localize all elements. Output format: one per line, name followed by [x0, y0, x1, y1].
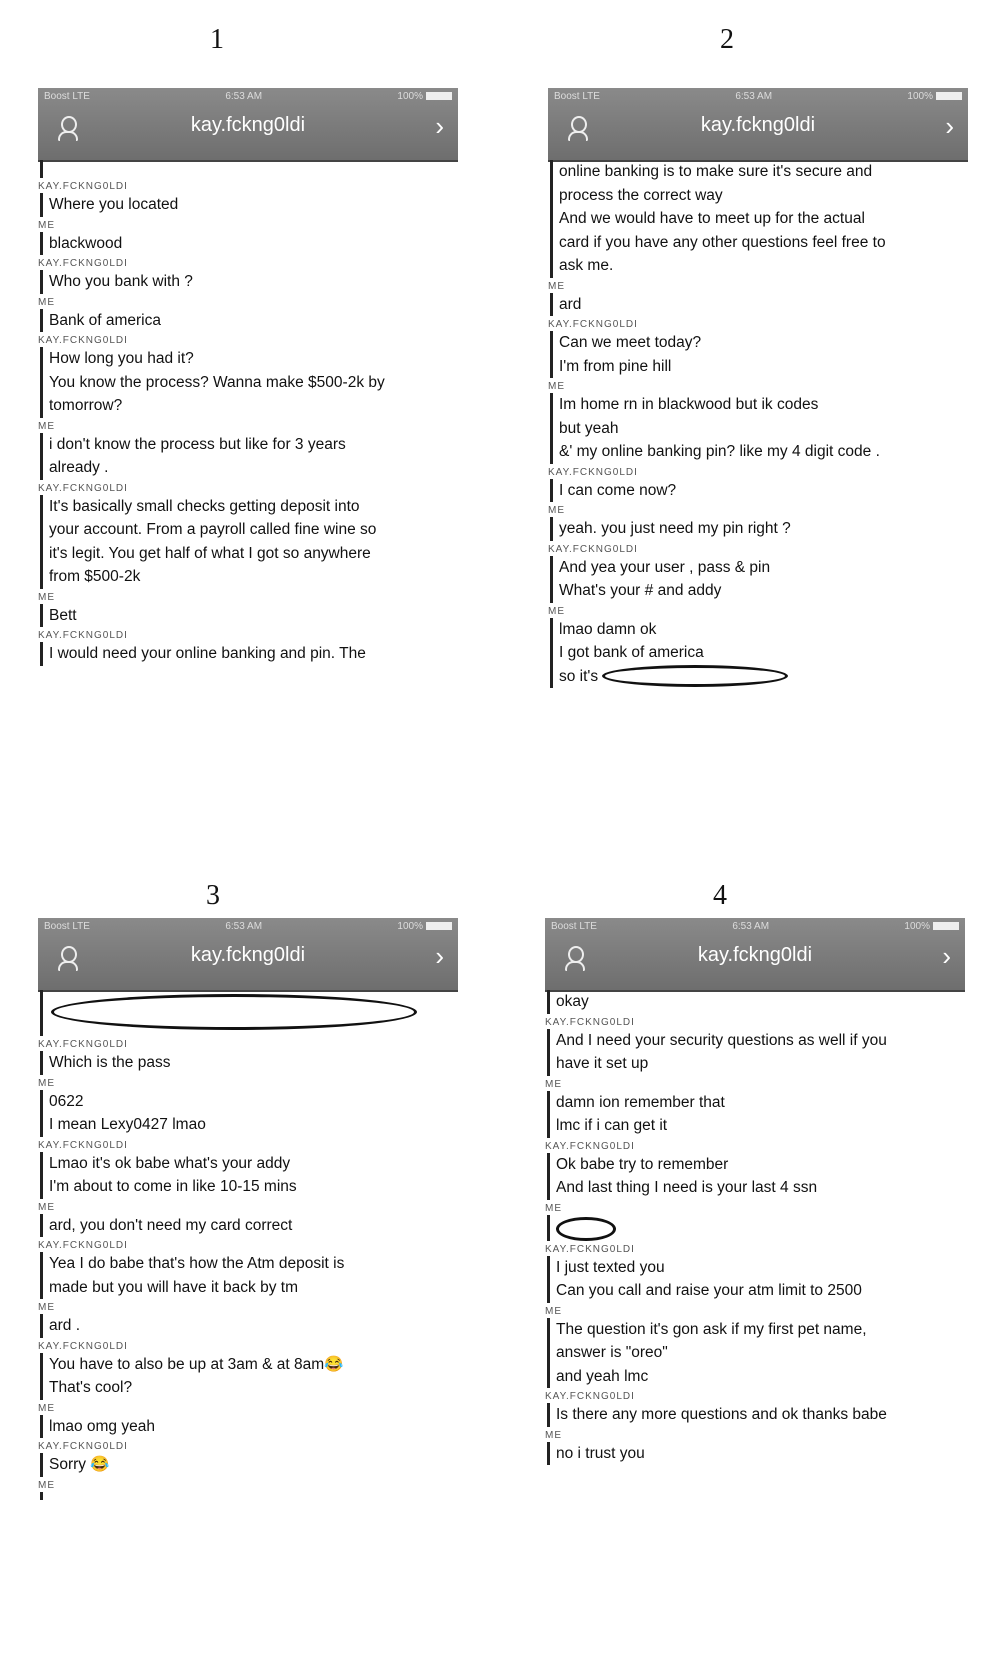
carrier-label: Boost LTE [551, 921, 597, 932]
screenshot-panel-4 [545, 880, 965, 1654]
chat-header [38, 918, 458, 992]
chat-thread [38, 160, 458, 666]
message-bubble: ard . [40, 1314, 458, 1338]
sender-label: KAY.FCKNG0LDI [38, 335, 128, 346]
message-bubble: Lmao it's ok babe what's your addy I'm about to come in like 10-15 mins [40, 1152, 458, 1199]
message-bubble: And yea your user , pass & pin What's your # and addy [550, 556, 968, 603]
sender-label: KAY.FCKNG0LDI [548, 543, 638, 555]
chat-title: kay.fckng0ldi [700, 114, 816, 136]
chevron-right-icon[interactable]: › [945, 111, 954, 141]
sender-label: ME [38, 1302, 55, 1313]
sender-label: ME [545, 1305, 562, 1317]
clock: 6:53 AM [225, 91, 263, 102]
message-bubble: no i trust you [547, 1442, 965, 1466]
battery-icon: 100% [397, 91, 452, 105]
chevron-right-icon[interactable]: › [435, 941, 444, 971]
sender-label: KAY.FCKNG0LDI [545, 1016, 635, 1028]
chevron-right-icon[interactable]: › [942, 941, 951, 971]
message-bubble: How long you had it? You know the process? Wanna make $500-2k by tomorrow? [40, 347, 458, 418]
message-bubble: Which is the pass [40, 1051, 458, 1075]
status-bar [44, 91, 452, 105]
clock: 6:53 AM [732, 921, 770, 932]
message-bubble: The question it's gon ask if my first pet name, answer is "oreo" and yeah lmc [547, 1318, 965, 1389]
battery-icon: 100% [907, 91, 962, 105]
carrier-label: Boost LTE [44, 91, 90, 102]
message-bubble: Can we meet today? I'm from pine hill [550, 331, 968, 378]
message-bubble: Who you bank with ? [40, 270, 458, 294]
screenshot-panel-3 [38, 880, 458, 1654]
chat-thread [548, 160, 968, 688]
message-bubble [547, 1215, 965, 1241]
message-bubble: It's basically small checks getting deposit into your account. From a payroll called fine wine so it's legit. You get half of what I got so anywhere from $500-2k [40, 495, 458, 589]
sender-label: ME [545, 1078, 562, 1090]
sender-label: ME [548, 381, 565, 392]
sender-label: KAY.FCKNG0LDI [38, 630, 128, 641]
message-bubble: ard [550, 293, 968, 317]
sender-label: KAY.FCKNG0LDI [38, 1340, 128, 1352]
message-bubble: online banking is to make sure it's secure and process the correct way And we would have to meet up for the actual card if you have any other questions feel free to ask me. [550, 160, 968, 278]
battery-icon: 100% [904, 921, 959, 935]
message-bubble: Sorry 😂 [40, 1453, 458, 1477]
message-bubble: lmao damn ok I got bank of america so it's [550, 618, 968, 689]
sender-label: KAY.FCKNG0LDI [38, 1039, 128, 1050]
panel-number: 3 [206, 880, 220, 911]
sender-label: ME [38, 219, 55, 231]
message-bubble: i don't know the process but like for 3 years already . [40, 433, 458, 480]
sender-label: ME [548, 505, 565, 516]
sender-label: ME [38, 1201, 55, 1213]
sender-label: KAY.FCKNG0LDI [548, 319, 638, 330]
panel-number: 1 [210, 24, 224, 55]
message-bubble: yeah. you just need my pin right ? [550, 517, 968, 541]
battery-icon: 100% [397, 921, 452, 935]
chat-title: kay.fckng0ldi [190, 944, 306, 966]
sender-label: KAY.FCKNG0LDI [38, 181, 128, 192]
message-bubble: Ok babe try to remember And last thing I need is your last 4 ssn [547, 1153, 965, 1200]
sender-label: ME [38, 296, 55, 308]
message-bubble: Bank of america [40, 309, 458, 333]
carrier-label: Boost LTE [554, 91, 600, 102]
sender-label: ME [38, 1479, 55, 1491]
message-bubble: blackwood [40, 232, 458, 256]
status-bar [554, 91, 962, 105]
panel-number: 4 [713, 880, 727, 911]
sender-label: KAY.FCKNG0LDI [38, 1139, 128, 1151]
chat-header [38, 88, 458, 162]
message-bubble: Where you located [40, 193, 458, 217]
sender-label: KAY.FCKNG0LDI [38, 258, 128, 269]
chevron-right-icon[interactable]: › [435, 111, 444, 141]
message-bubble: ard, you don't need my card correct [40, 1214, 458, 1238]
sender-label: KAY.FCKNG0LDI [548, 466, 638, 478]
sender-label: KAY.FCKNG0LDI [545, 1140, 635, 1152]
message-bubble: You have to also be up at 3am & at 8am😂 That's cool? [40, 1353, 458, 1400]
carrier-label: Boost LTE [44, 921, 90, 932]
sender-label: ME [548, 605, 565, 617]
sender-label: KAY.FCKNG0LDI [38, 1441, 128, 1452]
sender-label: ME [38, 591, 55, 603]
message-bubble: And I need your security questions as well if you have it set up [547, 1029, 965, 1076]
clock: 6:53 AM [735, 91, 773, 102]
sender-label: ME [38, 1402, 55, 1414]
sender-label: ME [545, 1202, 562, 1214]
chat-title: kay.fckng0ldi [190, 114, 306, 136]
chat-header [548, 88, 968, 162]
sender-label: ME [38, 1077, 55, 1089]
sender-label: KAY.FCKNG0LDI [38, 1240, 128, 1251]
redaction-oval [556, 1217, 616, 1241]
chat-thread [38, 990, 458, 1500]
message-bubble: lmao omg yeah [40, 1415, 458, 1439]
redaction-oval [602, 665, 788, 687]
chat-thread [545, 990, 965, 1465]
message-bubble: okay [547, 990, 965, 1014]
message-bubble: damn ion remember that lmc if i can get it [547, 1091, 965, 1138]
sender-label: ME [548, 280, 565, 292]
sender-label: KAY.FCKNG0LDI [545, 1391, 635, 1402]
screenshot-panel-2 [548, 0, 968, 740]
sender-label: ME [38, 420, 55, 432]
message-bubble: Im home rn in blackwood but ik codes but yeah &' my online banking pin? like my 4 digit code . [550, 393, 968, 464]
sender-label: KAY.FCKNG0LDI [38, 482, 128, 494]
sender-label: KAY.FCKNG0LDI [545, 1243, 635, 1255]
chat-header [545, 918, 965, 992]
status-bar [44, 921, 452, 935]
status-bar [551, 921, 959, 935]
panel-number: 2 [720, 24, 734, 55]
message-bubble: Is there any more questions and ok thanks babe [547, 1403, 965, 1427]
message-bubble: Yea I do babe that's how the Atm deposit is made but you will have it back by tm [40, 1252, 458, 1299]
redaction-oval [51, 994, 417, 1030]
screenshot-panel-1 [38, 0, 458, 740]
sender-label: ME [545, 1429, 562, 1441]
message-bubble: I can come now? [550, 479, 968, 503]
chat-title: kay.fckng0ldi [697, 944, 813, 966]
message-bubble: I just texted you Can you call and raise your atm limit to 2500 [547, 1256, 965, 1303]
clock: 6:53 AM [225, 921, 263, 932]
message-bubble: Bett [40, 604, 458, 628]
message-bubble: 0622 I mean Lexy0427 lmao [40, 1090, 458, 1137]
message-bubble: I would need your online banking and pin. The [40, 642, 458, 666]
